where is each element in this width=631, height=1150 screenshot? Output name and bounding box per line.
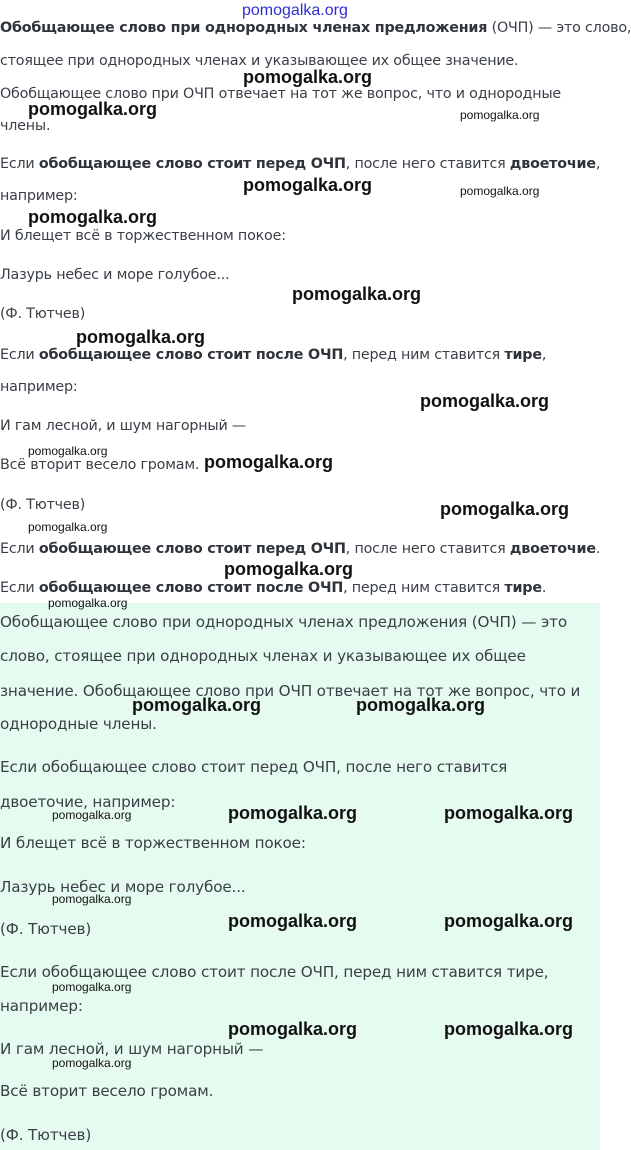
text-line: [0, 580, 546, 596]
watermark: pomogalka.org: [76, 327, 206, 347]
text-line: однородные члены.: [0, 715, 157, 733]
text-fragment: , перед ним ставится: [343, 580, 505, 596]
watermark: pomogalka.org: [292, 284, 422, 304]
text-line: Всё вторит весело громам.: [0, 1082, 214, 1100]
text-line: [0, 20, 631, 36]
text-line: [0, 379, 78, 395]
text-fragment: например:: [0, 379, 78, 395]
text-line: значение. Обобщающее слово при ОЧП отвечает на тот же вопрос, что и: [0, 682, 581, 700]
text-line: [0, 418, 246, 434]
bold-phrase: обобщающее слово стоит перед ОЧП: [38, 541, 346, 557]
text-line: [0, 457, 199, 473]
text-fragment: , перед ним ставится: [343, 347, 505, 363]
watermark: pomogalka.org: [52, 808, 132, 822]
text-line: [0, 347, 546, 363]
bold-phrase: обобщающее слово стоит перед ОЧП: [38, 156, 346, 172]
text-fragment: Если: [0, 347, 39, 363]
watermark: pomogalka.org: [444, 1019, 574, 1039]
text-line: двоеточие, например:: [0, 793, 176, 811]
text-fragment: Если: [0, 580, 39, 596]
text-fragment: (Ф. Тютчев): [0, 497, 86, 513]
text-line: [0, 497, 85, 513]
text-fragment: например:: [0, 188, 78, 204]
text-fragment: Лазурь небес и море голубое...: [0, 267, 230, 283]
bold-phrase: обобщающее слово стоит после ОЧП: [38, 347, 344, 363]
text-fragment: (Ф. Тютчев): [0, 306, 86, 322]
text-fragment: члены.: [0, 118, 51, 134]
text-fragment: , после него ставится: [345, 156, 510, 172]
text-fragment: ,: [541, 347, 547, 363]
text-line: [0, 306, 85, 322]
text-fragment: Если: [0, 541, 39, 557]
bold-phrase: двоеточие: [509, 541, 596, 557]
watermark: pomogalka.org: [28, 520, 108, 534]
text-line: Лазурь небес и море голубое...: [0, 878, 246, 896]
watermark: pomogalka.org: [243, 175, 373, 195]
text-line: например:: [0, 997, 83, 1015]
text-line: Если обобщающее слово стоит перед ОЧП, после него ставится: [0, 758, 508, 776]
text-fragment: И блещет всё в торжественном покое:: [0, 228, 286, 244]
bold-phrase: Обобщающее слово при однородных членах предложения: [0, 20, 488, 36]
site-header-watermark: pomogalka.org: [242, 2, 348, 19]
text-fragment: ,: [595, 156, 601, 172]
watermark: pomogalka.org: [52, 980, 132, 994]
watermark: pomogalka.org: [243, 67, 373, 87]
bold-phrase: обобщающее слово стоит после ОЧП: [38, 580, 344, 596]
text-line: [0, 228, 286, 244]
watermark: pomogalka.org: [440, 499, 570, 519]
text-line: (Ф. Тютчев): [0, 920, 92, 938]
text-fragment: Если: [0, 156, 39, 172]
watermark: pomogalka.org: [28, 207, 158, 227]
text-fragment: И гам лесной, и шум нагорный —: [0, 418, 247, 434]
watermark: pomogalka.org: [204, 452, 334, 472]
text-line: [0, 156, 600, 172]
text-fragment: Всё вторит весело громам.: [0, 457, 200, 473]
watermark: pomogalka.org: [228, 803, 358, 823]
text-line: И гам лесной, и шум нагорный —: [0, 1040, 264, 1058]
text-fragment: Обобщающее слово при ОЧП отвечает на тот же вопрос, что и однородные: [0, 86, 562, 102]
text-line: слово, стоящее при однородных членах и указывающее их общее: [0, 647, 526, 665]
watermark: pomogalka.org: [444, 911, 574, 931]
text-line: [0, 118, 50, 134]
bold-phrase: двоеточие: [509, 156, 596, 172]
text-fragment: .: [541, 580, 547, 596]
watermark: pomogalka.org: [356, 695, 486, 715]
watermark: pomogalka.org: [228, 911, 358, 931]
watermark: pomogalka.org: [420, 391, 550, 411]
watermark: pomogalka.org: [228, 1019, 358, 1039]
watermark: pomogalka.org: [460, 108, 540, 122]
watermark: pomogalka.org: [52, 892, 132, 906]
watermark: pomogalka.org: [28, 99, 158, 119]
text-fragment: (ОЧП) — это слово,: [487, 20, 631, 36]
text-fragment: стоящее при однородных членах и указывающее их общее значение.: [0, 53, 519, 69]
text-line: (Ф. Тютчев): [0, 1126, 92, 1144]
text-line: [0, 541, 600, 557]
bold-phrase: тире: [504, 347, 542, 363]
text-line: [0, 267, 229, 283]
watermark: pomogalka.org: [132, 695, 262, 715]
watermark: pomogalka.org: [52, 1056, 132, 1070]
watermark: pomogalka.org: [28, 444, 108, 458]
text-line: Обобщающее слово при однородных членах предложения (ОЧП) — это: [0, 613, 568, 631]
text-line: [0, 188, 78, 204]
text-fragment: , после него ставится: [345, 541, 510, 557]
watermark: pomogalka.org: [224, 559, 354, 579]
watermark: pomogalka.org: [460, 184, 540, 198]
text-line: Если обобщающее слово стоит после ОЧП, перед ним ставится тире,: [0, 963, 549, 981]
text-fragment: .: [595, 541, 601, 557]
bold-phrase: тире: [504, 580, 542, 596]
watermark: pomogalka.org: [48, 596, 128, 610]
watermark: pomogalka.org: [444, 803, 574, 823]
text-line: И блещет всё в торжественном покое:: [0, 834, 306, 852]
